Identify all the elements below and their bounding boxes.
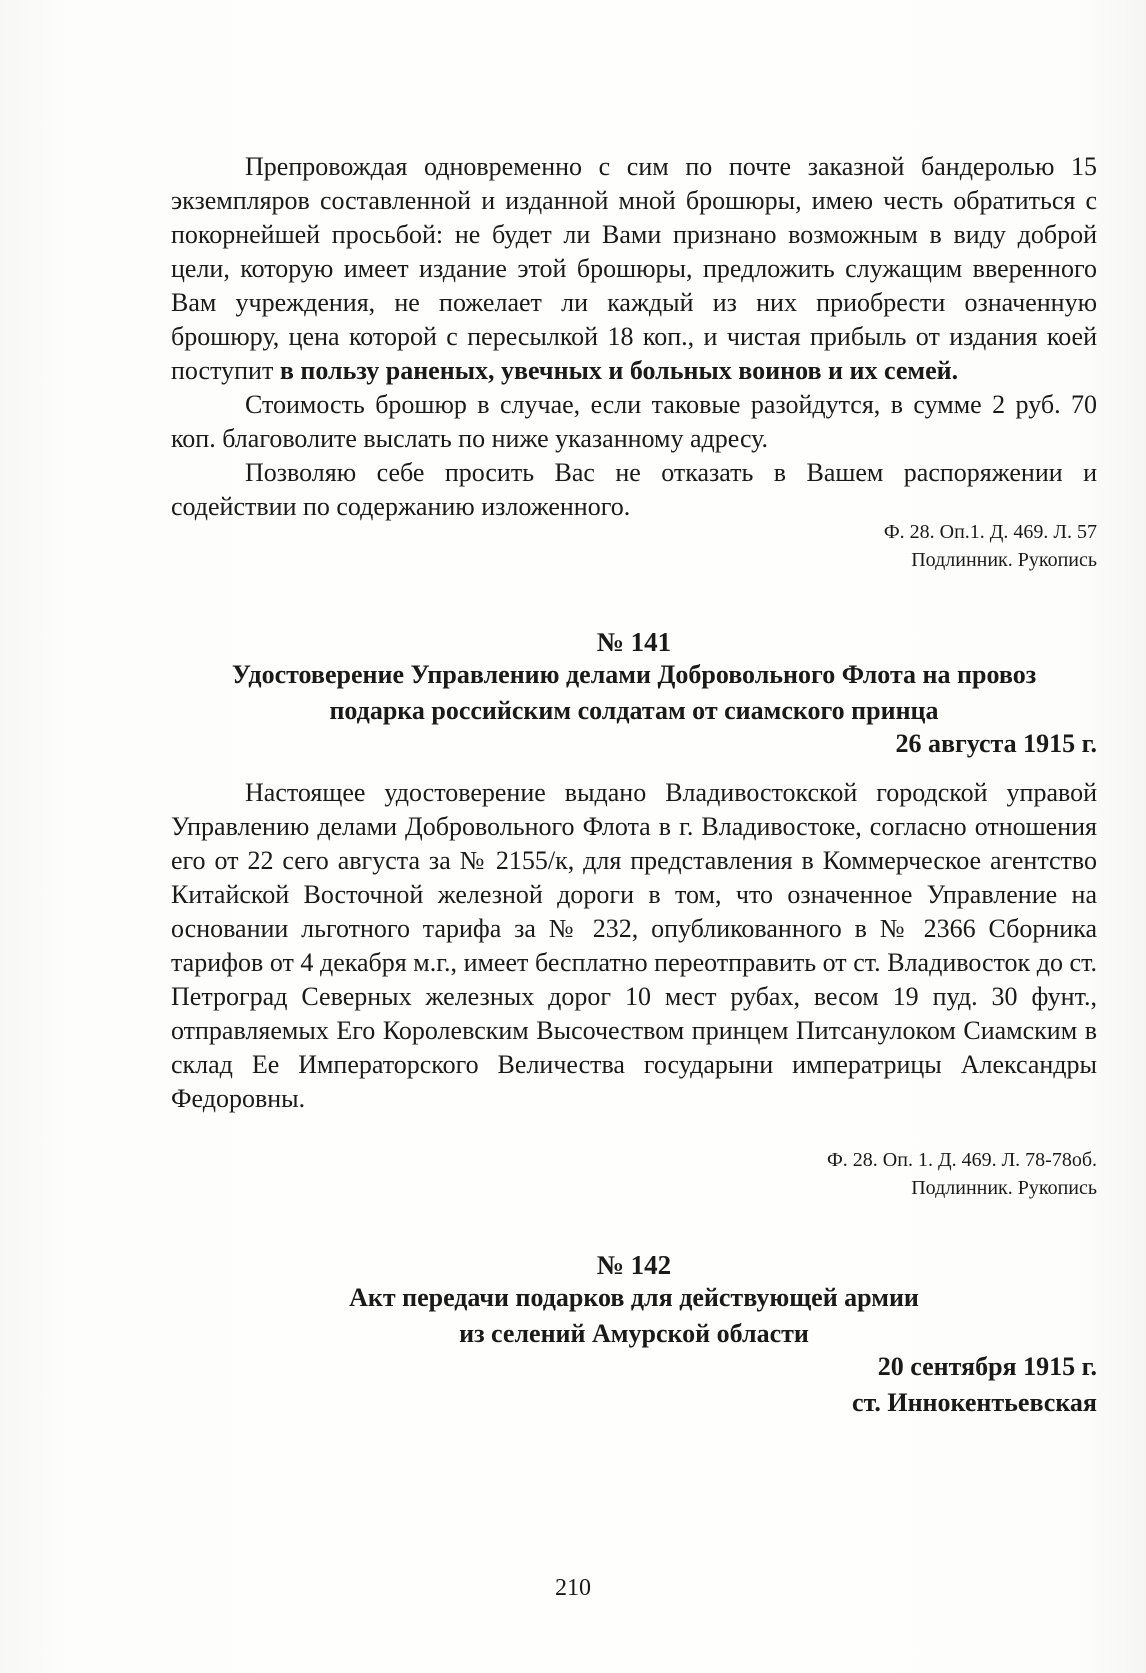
intro-paragraph-1 (171, 150, 1097, 388)
doc142-date-place (171, 1349, 1097, 1421)
doc141-body-block (171, 776, 1097, 1116)
doc141-number: № 141 (596, 627, 672, 657)
page-number: 210 (555, 1575, 591, 1601)
doc141-date: 26 августа 1915 г. (895, 729, 1097, 758)
doc141-source (171, 1146, 1097, 1202)
doc142-title-line2: из селений Амурской области (459, 1319, 809, 1348)
intro-source-type: Подлинник. Рукопись (911, 549, 1097, 571)
intro-paragraph-1-text: Препровождая одновременно с сим по почте заказной бандеролью 15 экземпляров составленной и изданной мной брошюры, имею честь обратиться с покорнейшей просьбой: не будет ли Вами признано возможным в виду доброй цели, которую имеет издание этой брошюры, предложить служащим вверенного Вам учреждения, не пожелает ли каждый из них приобрести означенную брошюру, цена которой с пересылкой 18 коп., и чистая прибыль от издания коей поступит (171, 152, 1097, 385)
doc142-date: 20 сентября 1915 г. (877, 1352, 1097, 1381)
doc141-title-line2: подарка российским солдатам от сиамского принца (329, 696, 939, 725)
intro-source (171, 518, 1097, 574)
intro-paragraph-1-bold: в пользу раненых, увечных и больных воинов и их семей. (279, 356, 959, 385)
intro-paragraph-3: Позволяю себе просить Вас не отказать в Вашем распоряжении и содействии по содержанию изложенного. (171, 458, 1097, 521)
intro-text-block (171, 150, 1097, 524)
doc142-title-line1: Акт передачи подарков для действующей армии (349, 1283, 919, 1312)
intro-paragraph-2: Стоимость брошюр в случае, если таковые разойдутся, в сумме 2 руб. 70 коп. благоволите выслать по ниже указанному адресу. (171, 390, 1097, 453)
doc142-number: № 142 (596, 1250, 672, 1280)
doc141-source-ref: Ф. 28. Оп. 1. Д. 469. Л. 78-78об. (827, 1149, 1097, 1171)
intro-source-ref: Ф. 28. Оп.1. Д. 469. Л. 57 (883, 521, 1097, 543)
doc141-body: Настоящее удостоверение выдано Владивостокской городской управой Управлению делами Добровольного Флота в г. Владивостоке, согласно отношения его от 22 сего августа за № 2155/к, для представления в Коммерческое агентство Китайской Восточной железной дороги в том, что означенное Управление на основании льготного тарифа за № 232, опубликованного в № 2366 Сборника тарифов от 4 декабря м.г., имеет бесплатно переотправить от ст. Владивосток до ст. Петроград Северных железных дорог 10 мест рубах, весом 19 пуд. 30 фунт., отправляемых Его Королевским Высочеством принцем Питсанулоком Сиамским в склад Ее Императорского Величества государыни императрицы Александры Федоровны. (171, 778, 1097, 1113)
doc141-title (171, 657, 1097, 729)
doc142-place: ст. Иннокентьевская (851, 1388, 1097, 1417)
doc141-source-type: Подлинник. Рукопись (911, 1177, 1097, 1199)
doc141-title-line1: Удостоверение Управлению делами Добровольного Флота на провоз (231, 660, 1037, 689)
doc142-title (171, 1280, 1097, 1352)
